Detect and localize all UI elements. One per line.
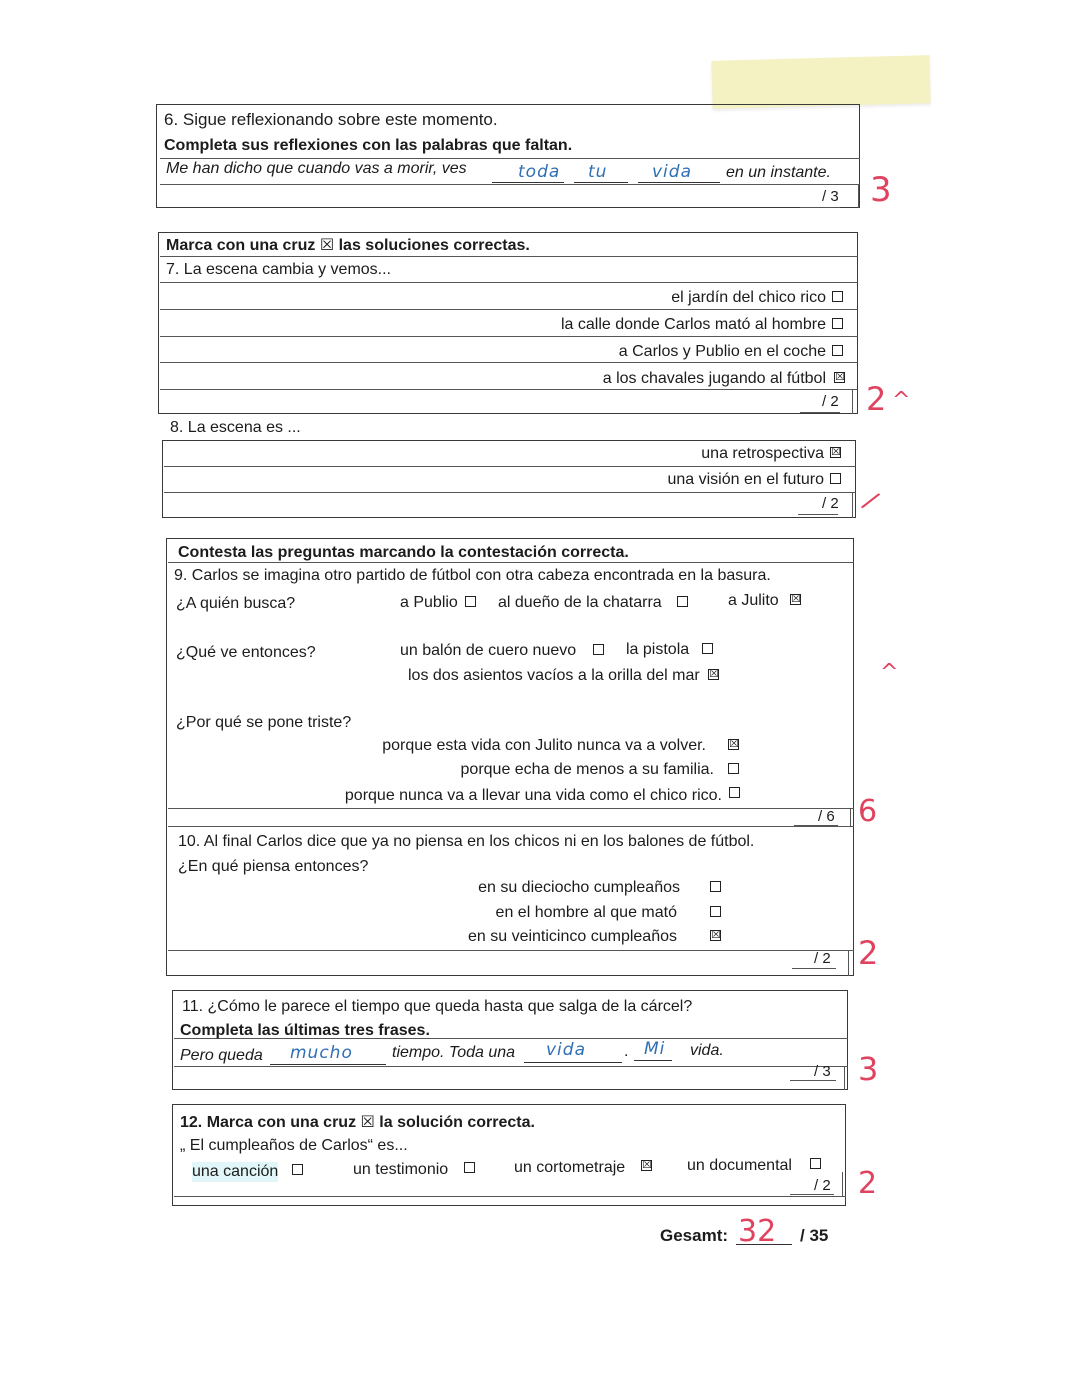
q6-title: 6. Sigue reflexionando sobre este momento. [164, 110, 498, 129]
q12-option-2-checkbox[interactable] [464, 1162, 475, 1173]
q7-question: 7. La escena cambia y vemos... [166, 261, 391, 278]
q10-option-1-checkbox[interactable] [710, 881, 721, 892]
q12-option-3-checkbox[interactable]: ☒ [642, 1159, 652, 1171]
q11-punct: . [624, 1043, 629, 1060]
q7-option-1-checkbox[interactable] [832, 291, 843, 302]
q6-grade: 3 [870, 170, 892, 210]
q10-question2: ¿En qué piensa entonces? [178, 858, 369, 875]
q7-option-2-label: la calle donde Carlos mató al hombre [560, 316, 826, 333]
q9-sub3-option-2-checkbox[interactable] [728, 763, 739, 774]
q12-instruction: 12. Marca con una cruz ☒ la solución correcta. [180, 1114, 535, 1131]
q6-max: / 3 [822, 188, 839, 205]
q8-option-2-label: una visión en el futuro [667, 471, 824, 488]
q9-sub1-option-1-checkbox[interactable] [465, 596, 476, 607]
q7-option-1-label: el jardín del chico rico [671, 289, 826, 306]
q9-sub3-option-1-checkbox[interactable]: ☒ [729, 738, 739, 750]
q9-sub2-option-2-label: la pistola [626, 641, 690, 658]
q8-question: 8. La escena es ... [170, 419, 301, 436]
q6-answer-3: vida [652, 162, 692, 182]
q8-option-1-label: una retrospectiva [701, 445, 824, 462]
total-max: / 35 [800, 1226, 829, 1245]
q12-grade: 2 [858, 1166, 878, 1201]
q12-max: / 2 [814, 1177, 831, 1194]
q9-sub2-option-2-checkbox[interactable] [702, 643, 713, 654]
q9-sub3-prompt: ¿Por qué se pone triste? [176, 714, 352, 731]
q10-question: 10. Al final Carlos dice que ya no piensa en los chicos ni en los balones de fútbol. [178, 833, 755, 850]
section-a-instruction: Marca con una cruz ☒ las soluciones correctas. [166, 237, 530, 254]
q8-max: / 2 [822, 495, 839, 512]
q9-sub1-option-2-checkbox[interactable] [677, 596, 688, 607]
q6-sentence-end: en un instante. [726, 164, 831, 181]
q7-option-3-label: a Carlos y Publio en el coche [618, 343, 826, 360]
q10-option-2-label: en el hombre al que mató [495, 904, 677, 921]
q7-grade-mark: ^ [892, 388, 911, 413]
q11-answer-3: Mi [644, 1039, 666, 1059]
q12-option-2-label: un testimonio [353, 1161, 449, 1178]
q7-option-4-checkbox[interactable]: ☒ [835, 371, 845, 383]
q11-answer-1: mucho [290, 1043, 353, 1063]
q12-option-1-checkbox[interactable] [292, 1164, 303, 1175]
q9-sub1-prompt: ¿A quién busca? [176, 595, 296, 612]
q6-sentence-start: Me han dicho que cuando vas a morir, ves [166, 160, 467, 177]
q11-part2: tiempo. Toda una [392, 1044, 516, 1061]
q9-question: 9. Carlos se imagina otro partido de fútbol con otra cabeza encontrada en la basura. [174, 567, 771, 584]
total-label: Gesamt: [660, 1226, 729, 1245]
q9-sub3-option-1-label: porque esta vida con Julito nunca va a volver. [382, 737, 706, 754]
q7-option-3-checkbox[interactable] [832, 345, 843, 356]
q12-option-4-checkbox[interactable] [810, 1158, 821, 1169]
q9-sub2-option-3-checkbox[interactable]: ☒ [709, 668, 719, 680]
q11-part1: Pero queda [180, 1047, 263, 1064]
q8-option-2-checkbox[interactable] [830, 473, 841, 484]
q9-check-mark: ^ [880, 660, 899, 685]
q9-sub1-option-3-checkbox[interactable]: ☒ [791, 593, 801, 605]
q7-option-2-checkbox[interactable] [832, 318, 843, 329]
q7-max: / 2 [822, 393, 839, 410]
q10-option-2-checkbox[interactable] [710, 906, 721, 917]
q6-answer-2: tu [588, 162, 608, 182]
q11-max: / 3 [814, 1063, 831, 1080]
q12-option-4-label: un documental [687, 1157, 792, 1174]
q11-grade: 3 [858, 1050, 879, 1088]
q12-option-1-label: una canción [192, 1163, 279, 1180]
q9-sub1-option-1-label: a Publio [400, 594, 458, 611]
q10-option-1-label: en su dieciocho cumpleaños [478, 879, 680, 896]
q12-question: „ El cumpleaños de Carlos“ es... [180, 1137, 408, 1154]
q6-instruction: Completa sus reflexiones con las palabras que faltan. [164, 137, 573, 154]
q10-max: / 2 [814, 950, 831, 967]
q9-max: / 6 [818, 808, 835, 825]
q10-option-3-label: en su veinticinco cumpleaños [467, 928, 677, 945]
q9-sub2-option-1-label: un balón de cuero nuevo [400, 642, 577, 659]
q10-grade: 2 [858, 934, 879, 972]
q9-sub3-option-2-label: porque echa de menos a su familia. [460, 761, 714, 778]
q11-answer-2: vida [546, 1040, 586, 1060]
section-b-instruction: Contesta las preguntas marcando la contestación correcta. [178, 544, 629, 561]
q9-grade: 6 [858, 794, 878, 829]
q7-option-4-label: a los chavales jugando al fútbol [602, 370, 826, 387]
q9-sub2-option-1-checkbox[interactable] [593, 644, 604, 655]
q9-sub3-option-3-label: porque nunca va a llevar una vida como el chico rico. [344, 787, 722, 804]
q12-option-3-label: un cortometraje [514, 1159, 626, 1176]
q8-grade: / [858, 486, 883, 516]
q9-sub3-option-3-checkbox[interactable] [729, 787, 740, 798]
sticky-note [711, 55, 930, 109]
q9-sub2-prompt: ¿Qué ve entonces? [176, 644, 316, 661]
q10-option-3-checkbox[interactable]: ☒ [711, 929, 721, 941]
q11-part3: vida. [690, 1042, 724, 1059]
q6-answer-1: toda [518, 162, 561, 182]
q7-grade: 2 [866, 380, 887, 418]
total-score: 32 [738, 1214, 777, 1249]
q8-option-1-checkbox[interactable]: ☒ [831, 446, 841, 458]
q9-sub1-option-3-label: a Julito [728, 592, 779, 609]
q9-sub1-option-2-label: al dueño de la chatarra [498, 594, 662, 611]
q11-instruction: Completa las últimas tres frases. [180, 1022, 430, 1039]
q9-sub2-option-3-label: los dos asientos vacíos a la orilla del mar [408, 667, 700, 684]
q11-question: 11. ¿Cómo le parece el tiempo que queda hasta que salga de la cárcel? [182, 998, 693, 1015]
